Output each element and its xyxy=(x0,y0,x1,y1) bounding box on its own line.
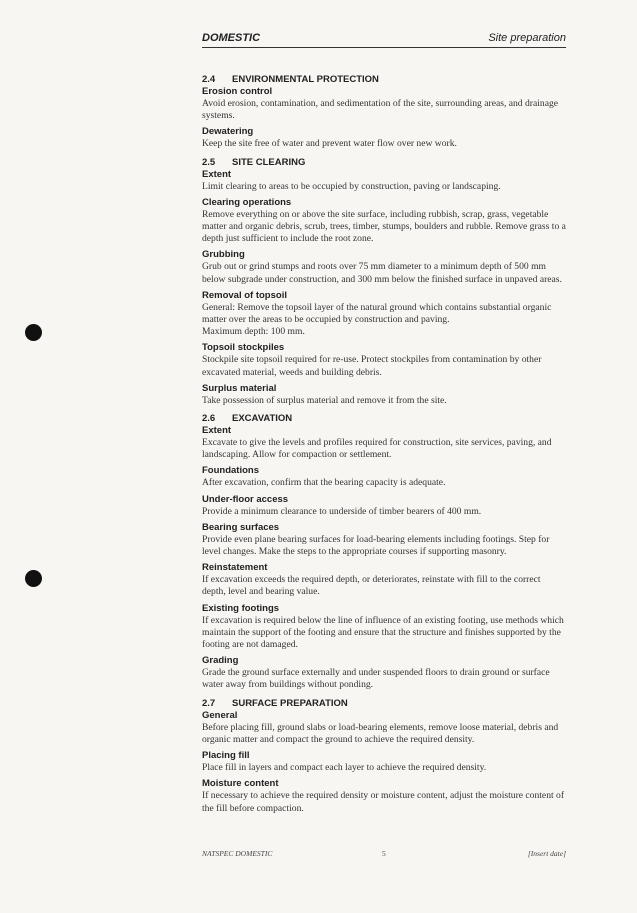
clause-text: Provide even plane bearing surfaces for load-bearing elements including footings. Step for level changes. Make the steps to the appropriate courses if supporting masonry. xyxy=(202,533,550,558)
clause-heading: Foundations xyxy=(202,465,259,477)
section-number: 2.4 xyxy=(202,74,216,85)
clause-text: Place fill in layers and compact each layer to achieve the required density. xyxy=(202,762,487,774)
clause-heading: Bearing surfaces xyxy=(202,521,280,533)
section-title: SITE CLEARING xyxy=(232,156,306,168)
header-rule xyxy=(202,47,566,48)
clause-heading: Under-floor access xyxy=(202,493,289,505)
clause-text: Before placing fill, ground slabs or load-bearing elements, remove loose material, debris and organic matter and compact the ground to achieve the required density. xyxy=(202,721,559,745)
section-heading xyxy=(202,157,566,169)
section-number: 2.7 xyxy=(202,697,216,709)
clause-text: Grade the ground surface externally and under suspended floors to drain ground or surface water away from buildings without ponding. xyxy=(202,667,550,691)
section-number: 2.6 xyxy=(202,413,216,425)
section-title: SURFACE PREPARATION xyxy=(232,697,348,709)
clause-text: If necessary to achieve the required density or moisture content, adjust the moisture content of the fill before compaction. xyxy=(202,790,565,814)
document-body xyxy=(202,74,566,815)
clause-heading: Grading xyxy=(202,655,239,667)
clause-heading: Removal of topsoil xyxy=(202,289,287,301)
footer-right: [Insert date] xyxy=(527,849,566,858)
clause-heading: Moisture content xyxy=(202,778,279,790)
clause-heading: Dewatering xyxy=(202,126,254,138)
clause-heading: Extent xyxy=(202,168,232,180)
clause-text: Remove everything on or above the site surface, including rubbish, scrap, grass, vegetable matter and organic debris, scrub, trees, timber, stumps, boulders and rubble. Remove grass to a depth just sufficient to include the root zone. xyxy=(202,208,566,245)
clause-heading: Clearing operations xyxy=(202,196,292,208)
clause-heading: Placing fill xyxy=(202,750,250,762)
clause-text: Keep the site free of water and prevent water flow over new work. xyxy=(202,138,457,150)
section-heading xyxy=(202,698,566,710)
clause-text: Stockpile site topsoil required for re-use. Protect stockpiles from contamination by other excavated material, weeds and building debris. xyxy=(202,354,542,378)
clause-text: Grub out or grind stumps and roots over 75 mm diameter to a minimum depth of 500 mm below subgrade under construction, and 300 mm below the finished surface in unpaved areas. xyxy=(202,261,562,285)
clause-text: General: Remove the topsoil layer of the natural ground which contains substantial organic matter over the areas to be occupied by construction and paving. xyxy=(202,301,552,326)
section-title: EXCAVATION xyxy=(232,413,293,425)
clause-heading: General xyxy=(202,709,238,721)
section-title: ENVIRONMENTAL PROTECTION xyxy=(232,74,379,85)
section-number: 2.5 xyxy=(202,156,216,168)
clause-text: Maximum depth: 100 mm. xyxy=(202,326,305,338)
clause-heading: Grubbing xyxy=(202,249,245,261)
punch-hole-icon xyxy=(25,570,42,587)
clause-text: Limit clearing to areas to be occupied by construction, paving or landscaping. xyxy=(202,180,501,192)
header-right: Site preparation xyxy=(488,32,566,44)
clause-text: Excavate to give the levels and profiles required for construction, site services, paving, and landscaping. Allow for compaction or settlement. xyxy=(202,437,552,461)
clause-text: If excavation exceeds the required depth, or deteriorates, reinstate with fill to the correct depth, level and bearing value. xyxy=(202,574,541,598)
clause-text: Avoid erosion, contamination, and sedimentation of the site, surrounding areas, and drainage systems. xyxy=(202,98,559,122)
page-header xyxy=(202,31,566,47)
page-footer xyxy=(202,849,566,858)
clause-text: If excavation is required below the line of influence of an existing footing, use methods which maintain the support of the footing and ensure that the structure and finishes supported by the footing are not damaged. xyxy=(202,614,564,651)
clause-text: Provide a minimum clearance to underside of timber bearers of 400 mm. xyxy=(202,505,482,517)
page-number: 5 xyxy=(382,849,386,858)
clause-heading: Surplus material xyxy=(202,382,277,394)
clause-heading: Extent xyxy=(202,425,232,437)
header-left: DOMESTIC xyxy=(202,32,261,44)
footer-left: NATSPEC DOMESTIC xyxy=(202,849,273,858)
clause-text: After excavation, confirm that the bearing capacity is adequate. xyxy=(202,477,446,489)
clause-text: Take possession of surplus material and remove it from the site. xyxy=(202,394,447,406)
clause-heading: Reinstatement xyxy=(202,562,268,574)
section-heading xyxy=(202,413,566,425)
clause-heading: Topsoil stockpiles xyxy=(202,342,285,354)
punch-hole-icon xyxy=(25,324,42,341)
section-heading xyxy=(202,74,566,86)
clause-heading: Erosion control xyxy=(202,86,273,97)
clause-heading: Existing footings xyxy=(202,602,280,614)
